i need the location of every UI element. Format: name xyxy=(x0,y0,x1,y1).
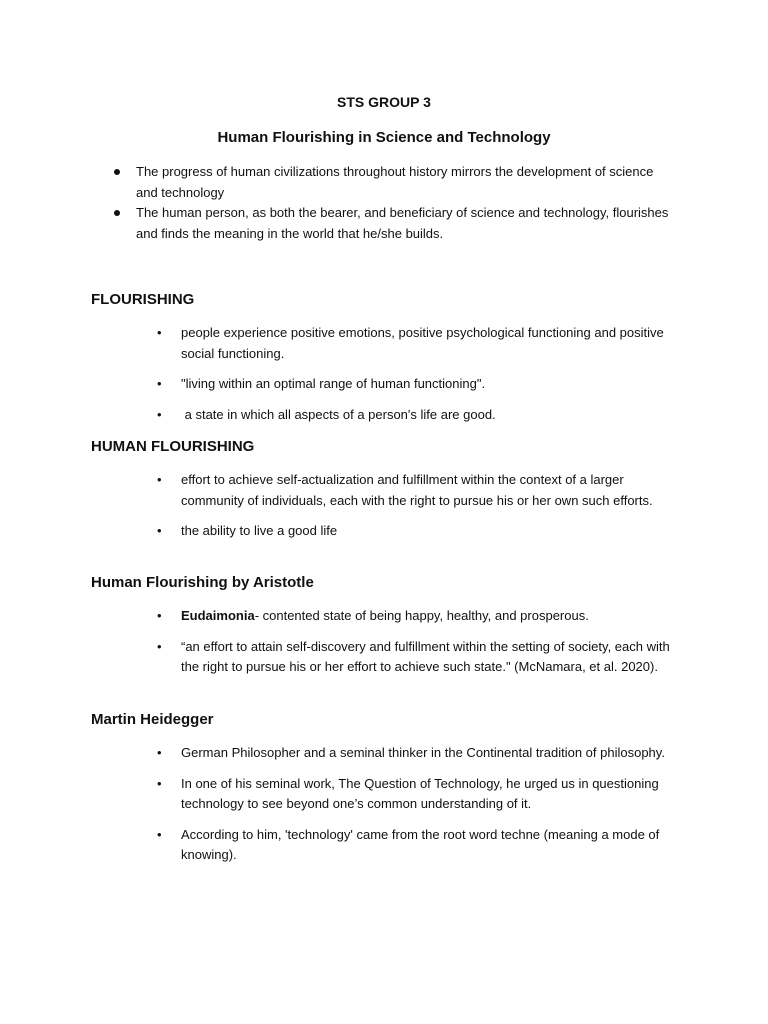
list-item-text: The progress of human civilizations throughout history mirrors the development of science and technology xyxy=(136,164,654,200)
section-heading-human-flourishing: HUMAN FLOURISHING xyxy=(91,438,255,455)
bullet-icon: • xyxy=(157,523,162,538)
flourishing-list xyxy=(156,323,676,435)
aristotle-list xyxy=(156,606,676,688)
bullet-dot-icon xyxy=(114,169,120,175)
list-item xyxy=(156,743,676,764)
list-item xyxy=(156,521,676,542)
list-item-text: the ability to live a good life xyxy=(181,523,338,538)
list-item xyxy=(156,825,676,866)
bullet-icon: • xyxy=(157,406,162,422)
bullet-icon: • xyxy=(157,638,162,654)
bullet-dot-icon xyxy=(114,210,120,216)
intro-list xyxy=(112,162,672,244)
section-heading-heidegger: Martin Heidegger xyxy=(91,711,214,728)
list-item-text: According to him, 'technology' came from the root word techne (meaning a mode of knowing). xyxy=(181,826,660,862)
list-item xyxy=(112,162,672,203)
bullet-icon: • xyxy=(157,745,162,760)
bullet-icon: • xyxy=(157,472,162,487)
list-item xyxy=(156,637,676,678)
list-item-text: people experience positive emotions, positive psychological functioning and positive social functioning. xyxy=(181,325,664,361)
list-item xyxy=(112,203,672,244)
bullet-icon: • xyxy=(157,826,162,842)
list-item xyxy=(156,774,676,815)
section-heading-aristotle: Human Flourishing by Aristotle xyxy=(91,574,314,591)
list-item xyxy=(156,374,676,395)
list-item xyxy=(156,323,676,364)
list-item-text: German Philosopher and a seminal thinker in the Continental tradition of philosophy. xyxy=(181,745,665,760)
document-title: STS GROUP 3 xyxy=(337,94,431,110)
document-subtitle: Human Flourishing in Science and Technology xyxy=(217,129,551,146)
list-item xyxy=(156,405,676,426)
list-item-text: “an effort to attain self-discovery and fulfillment within the setting of society, each with the right to pursue his or her effort to achieve such state." (McNamara, et al. 2020). xyxy=(181,638,670,674)
list-item-text: "living within an optimal range of human functioning". xyxy=(181,376,486,391)
list-item-text: effort to achieve self-actualization and fulfillment within the context of a larger community of individuals, each with the right to pursue his or her own such efforts. xyxy=(181,472,653,508)
bullet-icon: • xyxy=(157,608,162,623)
bullet-icon: • xyxy=(157,376,162,391)
list-item xyxy=(156,606,676,627)
section-heading-flourishing: FLOURISHING xyxy=(91,291,195,308)
bullet-icon: • xyxy=(157,325,162,340)
list-item xyxy=(156,470,676,511)
list-item-text: In one of his seminal work, The Question of Technology, he urged us in questioning technology to see beyond one’s common understanding of it. xyxy=(181,775,659,811)
heidegger-list xyxy=(156,743,676,876)
human-flourishing-list xyxy=(156,470,676,552)
eudaimonia-term: Eudaimonia xyxy=(181,608,255,623)
list-item-text: a state in which all aspects of a person's life are good. xyxy=(181,406,496,422)
bullet-icon: • xyxy=(157,775,162,791)
list-item-text: The human person, as both the bearer, and beneficiary of science and technology, flourishes and finds the meaning in the world that he/she builds. xyxy=(136,205,669,241)
eudaimonia-definition: - contented state of being happy, healthy, and prosperous. xyxy=(254,608,589,623)
